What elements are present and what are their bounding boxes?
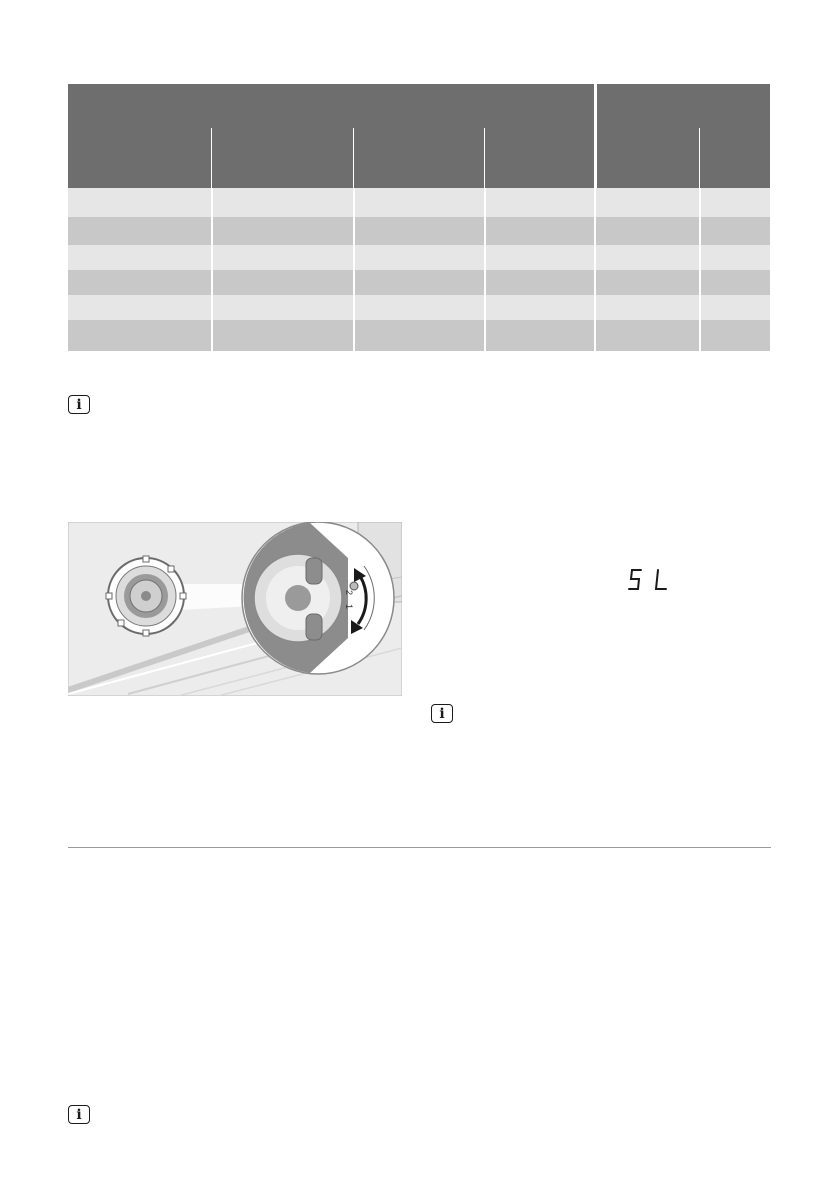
settings-table (68, 84, 770, 351)
table-row (68, 188, 770, 217)
header-subdivider (353, 128, 354, 188)
section-divider (68, 847, 771, 848)
column-divider (211, 188, 213, 351)
column-divider (594, 188, 596, 351)
dial-mark-2: 2 (344, 590, 354, 596)
column-divider (699, 188, 701, 351)
large-dial-zoom (242, 522, 394, 674)
header-subdivider (699, 128, 700, 188)
table-row (68, 245, 770, 270)
table-header (68, 84, 770, 188)
display-readout (628, 567, 672, 593)
header-subdivider (484, 128, 485, 188)
header-subdivider (211, 128, 212, 188)
table-row (68, 217, 770, 245)
info-icon: i (68, 395, 90, 414)
info-icon: i (431, 704, 453, 723)
table-row (68, 295, 770, 320)
column-divider (353, 188, 355, 351)
header-group-divider (594, 84, 597, 188)
water-softener-dial-illustration (68, 522, 402, 696)
dial-mark-1: 1 (344, 604, 354, 610)
info-icon: i (68, 1105, 90, 1124)
table-row (68, 320, 770, 351)
column-divider (484, 188, 486, 351)
table-row (68, 270, 770, 295)
